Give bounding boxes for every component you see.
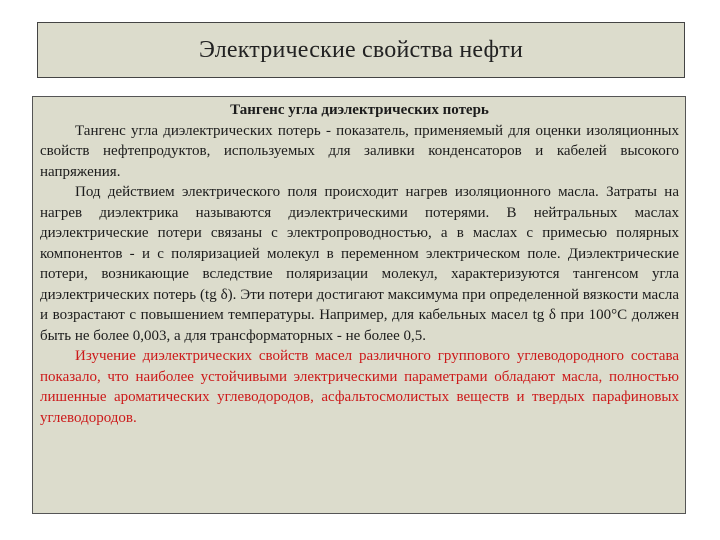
- slide-title: Электрические свойства нефти: [199, 36, 523, 63]
- paragraph-dielectric-losses: Под действием электрического поля происходит нагрев изоляционного масла. Затраты на нагрев диэлектрика называются диэлектрическими потерями. В нейтральных маслах диэлектрические потери связаны с электропроводностью, а в маслах с примесью полярных компонентов - и с поляризацией молекул в переменном электрическом поле. Диэлектрические потери, возникающие вследствие поляризации молекул, характеризуются тангенсом угла диэлектрических потерь (tg δ). Эти потери достигают максимума при определенной вязкости масла и возрастают с повышением температуры. Например, для кабельных масел tg δ при 100°С должен быть не более 0,003, а для трансформаторных - не более 0,5.: [40, 184, 679, 344]
- content-heading: Тангенс угла диэлектрических потерь: [230, 102, 489, 118]
- paragraph-definition: Тангенс угла диэлектрических потерь - показатель, применяемый для оценки изоляционных свойств нефтепродуктов, используемых для заливки конденсаторов и кабелей высокого напряжения.: [40, 122, 679, 180]
- content-box: [32, 96, 686, 514]
- paragraph-conclusion: Изучение диэлектрических свойств масел различного группового углеводородного состава показало, что наиболее устойчивыми электрическими параметрами обладают масла, полностью лишенные ароматических углеводородов, асфальтосмолистых веществ и твердых парафиновых углеводородов.: [40, 348, 679, 426]
- title-box: [37, 22, 685, 78]
